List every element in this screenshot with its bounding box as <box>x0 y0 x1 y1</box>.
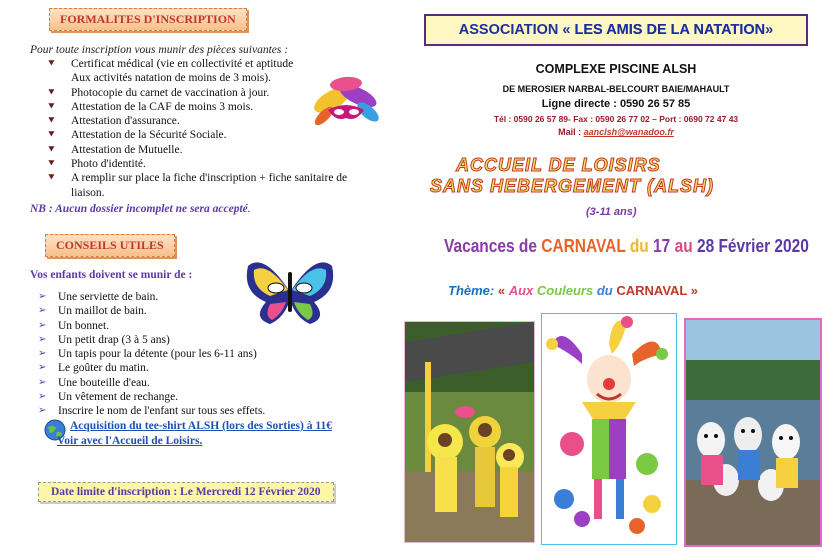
deadline-box: Date limite d'inscription : Le Mercredi 12 Février 2020 <box>38 482 334 502</box>
chevron-bullet-icon: ➢ <box>38 376 47 388</box>
list-item: ➢ Un bonnet. <box>38 319 110 332</box>
list-item: ⯆ Certificat médical (vie en collectivité et aptitude <box>47 58 294 70</box>
association-banner: ASSOCIATION « LES AMIS DE LA NATATION» <box>424 14 808 46</box>
list-item: ⯆ Attestation de Mutuelle. <box>47 143 183 156</box>
masks-photo-right <box>684 318 822 547</box>
theme-line: Thème: « Aux Couleurs du CARNAVAL » <box>448 283 698 298</box>
chevron-bullet-icon: ➢ <box>38 362 47 374</box>
items-list <box>38 290 265 419</box>
intro-text: Pour toute inscription vous munir des pièces suivantes : <box>30 44 289 56</box>
bullet-arrow-icon: ⯆ <box>47 172 56 185</box>
bullet-arrow-icon: ⯆ <box>47 100 56 113</box>
alsh-title-line2: SANS HEBERGEMENT (ALSH) <box>430 176 715 196</box>
chevron-bullet-icon: ➢ <box>38 333 47 345</box>
tee-shirt-link[interactable]: Acquisition du tee-shirt ALSH (lors des Sorties) à 11€ <box>70 420 332 432</box>
chevron-bullet-icon: ➢ <box>38 391 47 403</box>
chevron-bullet-icon: ➢ <box>38 405 47 417</box>
list-item: ⯆ Photo d'identité. <box>47 158 146 171</box>
bullet-arrow-icon: ⯆ <box>47 86 56 99</box>
list-item: ➢ Un maillot de bain. <box>38 305 147 318</box>
feather-mask-icon <box>310 70 382 132</box>
carnival-photo-left <box>404 321 535 543</box>
list-item: ⯆ Attestation de la CAF de moins 3 mois. <box>47 100 254 113</box>
age-range: (3-11 ans) <box>586 206 637 218</box>
bullet-arrow-icon: ⯆ <box>47 158 56 171</box>
alsh-title-line1: ACCUEIL DE LOISIRS <box>456 155 661 175</box>
list-item: liaison. <box>71 186 105 199</box>
list-item: ⯆ A remplir sur place la fiche d'inscription + fiche sanitaire de <box>47 172 348 185</box>
list-item: ➢ Un tapis pour la détente (pour les 6-11 ans) <box>38 348 257 361</box>
chevron-bullet-icon: ➢ <box>38 291 47 302</box>
direct-line: Ligne directe : 0590 26 57 85 <box>541 98 691 110</box>
bullet-arrow-icon: ⯆ <box>47 129 56 142</box>
address: DE MEROSIER NARBAL-BELCOURT BAIE/MAHAULT <box>502 84 730 94</box>
phone-line: Tél : 0590 26 57 89- Fax : 0590 26 77 02 – Port : 0690 72 47 43 <box>493 114 739 124</box>
list-item: ⯆ Attestation de la Sécurité Sociale. <box>47 129 227 142</box>
list-item: ➢ Inscrire le nom de l'enfant sur tous ses effets. <box>38 405 266 418</box>
vacances-heading: Vacances de CARNAVAL du 17 au 28 Février 2020 <box>444 236 809 256</box>
chevron-bullet-icon: ➢ <box>38 348 47 360</box>
list-item: ➢ Une bouteille d'eau. <box>38 376 150 389</box>
jester-illustration <box>541 313 677 545</box>
nb-note: NB : Aucun dossier incomplet ne sera accepté. <box>30 203 251 215</box>
mail-link[interactable]: aanclsh@wanadoo.fr <box>583 127 674 137</box>
formalites-tag: FORMALITES D'INSCRIPTION <box>49 8 247 31</box>
bullet-arrow-icon: ⯆ <box>47 143 56 156</box>
chevron-bullet-icon: ➢ <box>38 305 47 317</box>
list-item: ➢ Un petit drap (3 à 5 ans) <box>38 333 170 346</box>
conseils-tag: CONSEILS UTILES <box>45 234 175 257</box>
bullet-arrow-icon: ⯆ <box>47 58 56 70</box>
tee-shirt-link-line2[interactable]: Voir avec l'Accueil de Loisirs. <box>57 435 203 447</box>
kids-heading: Vos enfants doivent se munir de : <box>30 269 193 281</box>
mail-line: Mail : aanclsh@wanadoo.fr <box>558 127 674 137</box>
chevron-bullet-icon: ➢ <box>38 319 47 331</box>
list-item: ➢ Une serviette de bain. <box>38 291 159 303</box>
list-item: ➢ Le goûter du matin. <box>38 362 149 375</box>
list-item: ➢ Un vêtement de rechange. <box>38 391 179 404</box>
bullet-arrow-icon: ⯆ <box>47 115 56 128</box>
list-item: ⯆ Photocopie du carnet de vaccination à jour. <box>47 86 270 99</box>
list-item: Aux activités natation de moins de 3 mois). <box>71 72 271 85</box>
list-item: ⯆ Attestation d'assurance. <box>47 115 180 128</box>
complexe-title: COMPLEXE PISCINE ALSH <box>535 62 697 76</box>
